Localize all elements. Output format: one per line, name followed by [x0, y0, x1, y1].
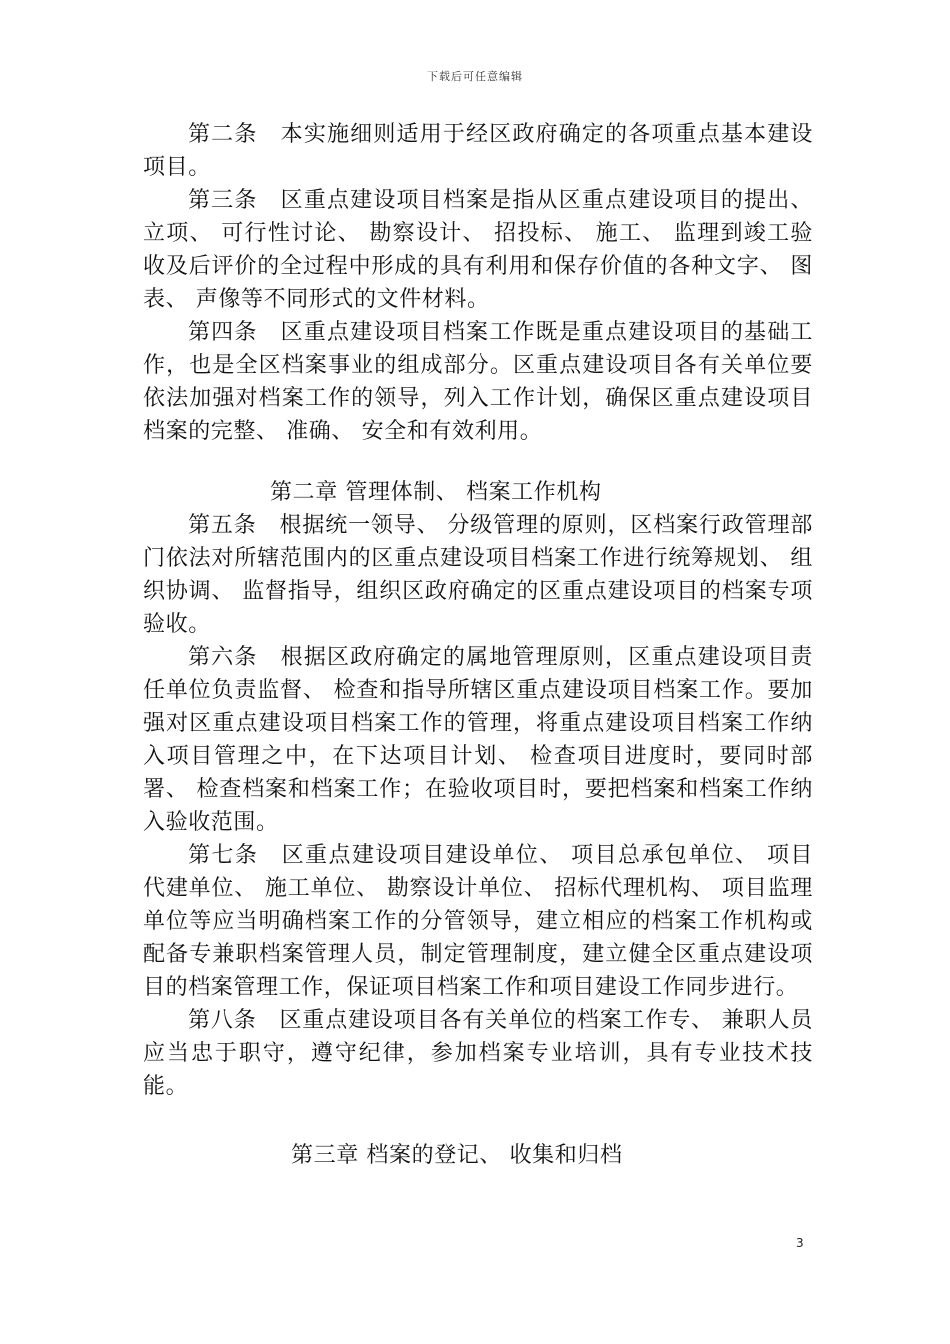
article-3: 第三条 区重点建设项目档案是指从区重点建设项目的提出、 立项、 可行性讨论、 勘察设计、 招投标、 施工、 监理到竣工验收及后评价的全过程中形成的具有利用和保存价值的各种文字、 图表、 声像等不同形式的文件材料。 [143, 188, 813, 312]
chapter-2-title: 第二章 管理体制、 档案工作机构 [270, 480, 602, 505]
article-5: 第五条 根据统一领导、 分级管理的原则，区档案行政管理部门依法对所辖范围内的区重点建设项目档案工作进行统筹规划、 组织协调、 监督指导，组织区政府确定的区重点建设项目的档案专项验收。 [143, 513, 813, 637]
body-text [143, 118, 813, 1172]
chapter-3-title: 第三章 档案的登记、 收集和归档 [291, 1143, 623, 1168]
article-2: 第二条 本实施细则适用于经区政府确定的各项重点基本建设项目。 [143, 122, 813, 180]
article-6: 第六条 根据区政府确定的属地管理原则，区重点建设项目责任单位负责监督、 检查和指导所辖区重点建设项目档案工作。要加强对区重点建设项目档案工作的管理，将重点建设项目档案工作纳入项目管理之中，在下达项目计划、 检查项目进度时，要同时部署、 检查档案和档案工作；在验收项目时，要把档案和档案工作纳入验收范围。 [143, 645, 813, 835]
article-7: 第七条 区重点建设项目建设单位、 项目总承包单位、 项目代建单位、 施工单位、 勘察设计单位、 招标代理机构、 项目监理单位等应当明确档案工作的分管领导，建立相应的档案工作机构或配备专兼职档案管理人员，制定管理制度，建立健全区重点建设项目的档案管理工作，保证项目档案工作和项目建设工作同步进行。 [143, 843, 813, 1000]
article-4: 第四条 区重点建设项目档案工作既是重点建设项目的基础工作，也是全区档案事业的组成部分。区重点建设项目各有关单位要依法加强对档案工作的领导，列入工作计划，确保区重点建设项目档案的完整、 准确、 安全和有效利用。 [143, 320, 813, 444]
page-number: 3 [796, 1236, 804, 1250]
article-8: 第八条 区重点建设项目各有关单位的档案工作专、 兼职人员应当忠于职守，遵守纪律，参加档案专业培训，具有专业技术技能。 [143, 1008, 813, 1099]
page-header: 下载后可任意编辑 [427, 70, 523, 83]
